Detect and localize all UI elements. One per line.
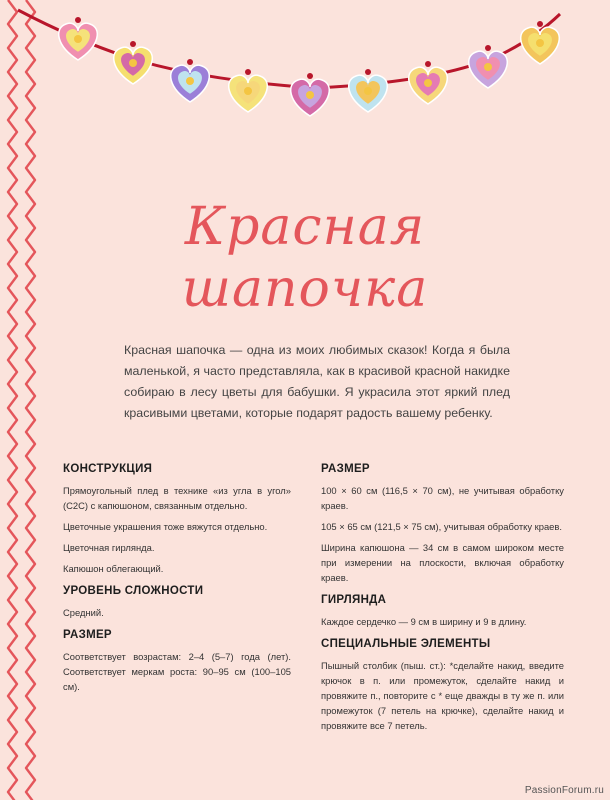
construction-text: Цветочные украшения тоже вяжутся отдельно. [63,521,268,532]
garland-knot [307,73,313,79]
construction-text: Капюшон облегающий. [63,563,164,574]
heart-garland [0,0,610,130]
special-heading: СПЕЦИАЛЬНЫЕ ЭЛЕМЕНТЫ [321,638,491,650]
garland-knot [187,59,193,65]
size-text-right: 105 × 65 см (121,5 × 75 см), учитывая обработку краев. [321,521,562,532]
garland-heading: ГИРЛЯНДА [321,594,387,606]
garland-knot [130,41,136,47]
page-title-line-1: Красная [184,197,426,257]
crochet-heart [291,79,330,116]
crochet-heart [114,47,153,84]
size-text-right: 100 × 60 см (116,5 × 70 см), не учитывая обработку краев. [321,485,564,511]
garland-knot [425,61,431,67]
construction-section [63,462,291,576]
size-section-right [321,462,564,585]
garland-knot [75,17,81,23]
construction-heading: КОНСТРУКЦИЯ [63,463,153,475]
size-text-left: Соответствует возрастам: 2–4 (5–7) года (лет). Соответствует меркам роста: 90–95 см (100–105 см). [63,651,291,692]
construction-text: Цветочная гирлянда. [63,542,155,553]
crochet-heart [171,65,210,102]
size-section-left [63,628,291,694]
crochet-heart [521,27,560,64]
page-title-line-2: шапочка [181,259,429,319]
left-column [63,462,291,702]
special-section [321,637,564,733]
crochet-heart [59,23,98,60]
garland-knot [485,45,491,51]
garland-knot [537,21,543,27]
crochet-heart [349,75,388,112]
garland-knot [365,69,371,75]
garland-knot [245,69,251,75]
special-text: Пышный столбик (пыш. ст.): *сделайте накид, введите крючок в п. или промежуток, сделайте накид и провяжите п., повторите с * еще дважды в ту же п. или промежуток (7 петель на крючке), сделайте накид и провяжите все 7 петель. [321,660,564,731]
size-heading-left: РАЗМЕР [63,629,112,641]
crochet-heart [229,75,268,112]
size-heading-right: РАЗМЕР [321,463,370,475]
crochet-heart [409,67,448,104]
crochet-heart [469,51,508,88]
watermark: PassionForum.ru [524,785,604,796]
garland-text: Каждое сердечко — 9 см в ширину и 9 в длину. [321,616,527,627]
size-text-right: Ширина капюшона — 34 см в самом широком месте при измерении на плоскости, включая обработку краев. [321,542,564,583]
right-column [321,462,564,741]
level-section [63,584,291,620]
intro-paragraph: Красная шапочка — одна из моих любимых сказок! Когда я была маленькой, я часто представляла, как в красивой красной накидке собираю в лесу цветы для бабушки. Я украсила этот яркий плед красивыми цветами, которые подарят радость вашему ребенку. [124,343,510,420]
level-heading: УРОВЕНЬ СЛОЖНОСТИ [63,585,204,597]
level-text: Средний. [63,607,104,618]
garland-section [321,593,564,629]
construction-text: Прямоугольный плед в технике «из угла в угол» (C2C) с капюшоном, связанным отдельно. [63,485,291,511]
